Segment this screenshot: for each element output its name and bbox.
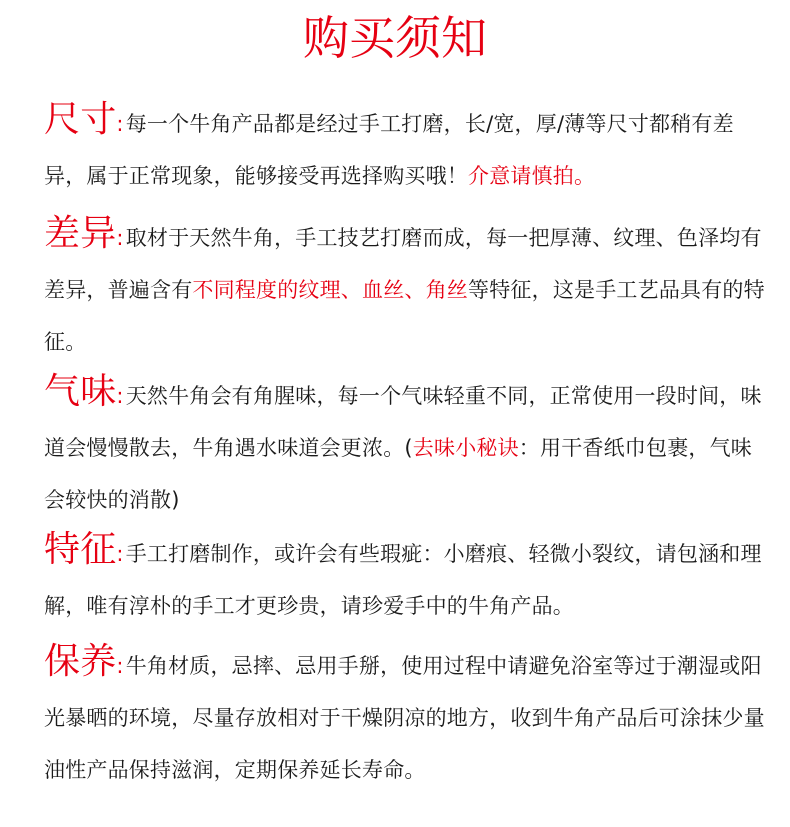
page-title: 购买须知: [303, 11, 487, 65]
section-text: 取材于天然牛角，手工技艺打磨而成，每一把厚薄、纹理、色泽均有差异，普遍含有: [44, 226, 762, 302]
section-colon: :: [116, 226, 124, 250]
section-text: 牛角材质，忌摔、忌用手掰，使用过程中请避免浴室等过于潮湿或阳光暴晒的环境，尽量存放相对于干燥阴凉的地方，收到牛角产品后可涂抹少量油性产品保持滋润，定期保养延长寿命。: [44, 654, 765, 782]
section-colon: :: [116, 542, 124, 566]
section-size: [44, 94, 772, 202]
section-difference: [44, 208, 772, 368]
section-colon: :: [116, 654, 124, 678]
section-label-care: 保养: [44, 641, 117, 682]
section-text-tail: 等特征，这是手工艺品具有的特征。: [44, 278, 765, 354]
section-feature: [44, 524, 772, 632]
section-label-difference: 差异: [44, 213, 117, 254]
section-text: 手工打磨制作，或许会有些瑕疵：小磨痕、轻微小裂纹，请包涵和理解，唯有淳朴的手工才更珍贵，请珍爱手中的牛角产品。: [44, 542, 762, 618]
section-text-tail: ：用干香纸巾包裹，气味会较快的消散): [44, 436, 752, 512]
section-highlight: 不同程度的纹理、血丝、角丝: [192, 278, 469, 302]
section-highlight: 介意请慎拍。: [468, 164, 596, 188]
section-label-size: 尺寸: [44, 99, 117, 140]
section-highlight: 去味小秘诀: [412, 436, 519, 460]
section-smell: [44, 366, 772, 526]
section-label-smell: 气味: [44, 371, 117, 412]
section-care: [44, 636, 772, 796]
section-label-feature: 特征: [44, 529, 117, 570]
section-text: 每一个牛角产品都是经过手工打磨，长/宽，厚/薄等尺寸都稍有差异，属于正常现象，能够接受再选择购买哦！: [44, 112, 734, 188]
section-colon: :: [116, 384, 124, 408]
section-text: 天然牛角会有角腥味，每一个气味轻重不同，正常使用一段时间，味道会慢慢散去，牛角遇水味道会更浓。(: [44, 384, 762, 460]
section-colon: :: [116, 112, 124, 136]
